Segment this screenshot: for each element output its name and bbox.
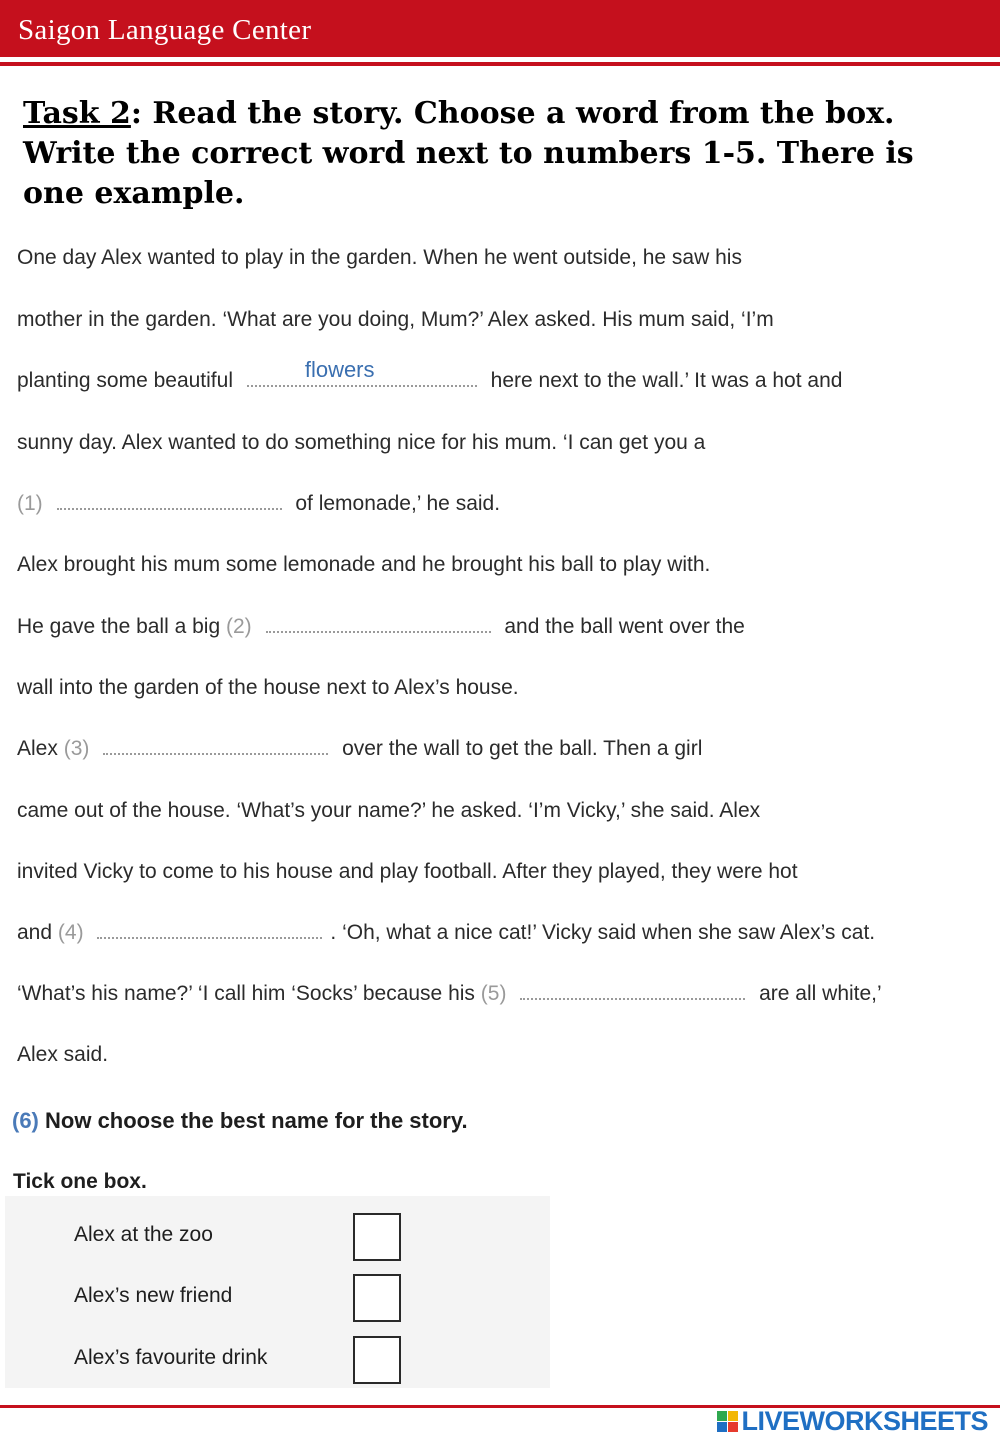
story-line-6: Alex brought his mum some lemonade and he brought his ball to play with. <box>17 553 711 576</box>
story-text: and the ball went over the <box>504 615 745 638</box>
logo-text: LIVEWORKSHEETS <box>741 1406 988 1436</box>
option-label-2: Alex’s new friend <box>74 1284 233 1307</box>
question-number-2: (2) <box>225 615 252 638</box>
answer-blank-1[interactable] <box>57 494 282 510</box>
example-answer-blank <box>247 357 477 387</box>
option-checkbox-3[interactable] <box>353 1336 401 1384</box>
answer-blank-3[interactable] <box>103 739 328 755</box>
story-text: Alex <box>17 737 58 760</box>
story-line-3 <box>17 357 843 393</box>
task-instruction <box>23 94 983 214</box>
story-text: and <box>17 921 53 944</box>
task-text: : Read the story. Choose a word from the box. Write the correct word next to numbers 1-5. There is one example. <box>23 96 914 211</box>
option-label-1: Alex at the zoo <box>74 1223 213 1246</box>
story-line-13 <box>17 982 882 1006</box>
question-number-3: (3) <box>63 737 90 760</box>
tick-instruction: Tick one box. <box>13 1170 147 1193</box>
question-number-5: (5) <box>480 982 507 1005</box>
story-line-10: came out of the house. ‘What’s your name?’ he asked. ‘I’m Vicky,’ she said. Alex <box>17 799 761 822</box>
story-text: planting some beautiful <box>17 369 233 392</box>
story-line-12 <box>17 921 875 945</box>
story-text: . ‘Oh, what a nice cat!’ Vicky said when she saw Alex’s cat. <box>330 921 876 944</box>
question-number-4: (4) <box>57 921 84 944</box>
question-6 <box>12 1108 468 1134</box>
liveworksheets-logo <box>717 1406 988 1437</box>
story-line-8: wall into the garden of the house next to Alex’s house. <box>17 676 519 699</box>
option-checkbox-1[interactable] <box>353 1213 401 1261</box>
header-divider <box>0 62 1000 66</box>
story-text: of lemonade,’ he said. <box>295 492 501 515</box>
header-bar <box>0 0 1000 57</box>
story-text: here next to the wall.’ It was a hot and <box>490 369 843 392</box>
answer-blank-2[interactable] <box>266 617 491 633</box>
header-title: Saigon Language Center <box>18 14 312 46</box>
story-text: ‘What’s his name?’ ‘I call him ‘Socks’ because his <box>17 982 475 1005</box>
story-line-11: invited Vicky to come to his house and play football. After they played, they were hot <box>17 860 798 883</box>
story-line-5 <box>17 492 500 516</box>
question-number-6: (6) <box>12 1108 39 1133</box>
story-line-2: mother in the garden. ‘What are you doing, Mum?’ Alex asked. His mum said, ‘I’m <box>17 308 774 331</box>
story-line-4: sunny day. Alex wanted to do something nice for his mum. ‘I can get you a <box>17 431 706 454</box>
story-text: are all white,’ <box>759 982 882 1005</box>
logo-icon <box>717 1411 738 1432</box>
story-line-9 <box>17 737 702 761</box>
story-line-1: One day Alex wanted to play in the garden. When he went outside, he saw his <box>17 246 742 269</box>
question-6-text: Now choose the best name for the story. <box>45 1108 468 1133</box>
answer-blank-5[interactable] <box>520 984 745 1000</box>
option-checkbox-2[interactable] <box>353 1274 401 1322</box>
story-line-14: Alex said. <box>17 1043 109 1066</box>
task-label: Task 2 <box>23 96 131 131</box>
example-answer-word: flowers <box>304 357 375 382</box>
answer-blank-4[interactable] <box>97 923 322 939</box>
question-number-1: (1) <box>17 492 43 515</box>
story-text: He gave the ball a big <box>17 615 221 638</box>
option-label-3: Alex’s favourite drink <box>74 1346 268 1369</box>
story-line-7 <box>17 615 745 639</box>
story-text: over the wall to get the ball. Then a girl <box>342 737 703 760</box>
